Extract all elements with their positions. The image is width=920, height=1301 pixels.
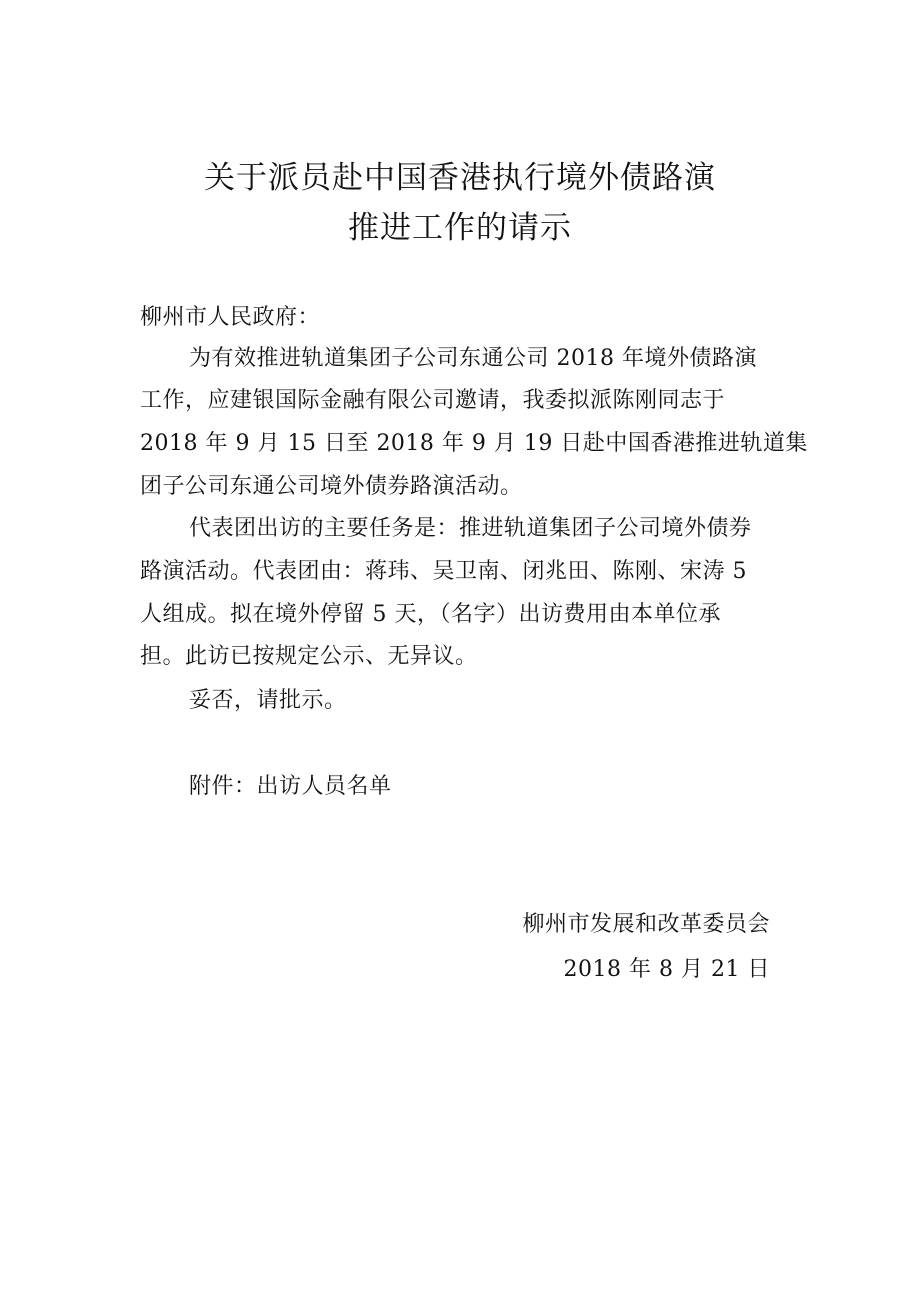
- body-line-6: 路演活动。代表团由：蒋玮、吴卫南、闭兆田、陈刚、宋涛 5: [140, 559, 747, 584]
- document-title-line-2: 推进工作的请示: [348, 210, 572, 246]
- body-line-3: 2018 年 9 月 15 日至 2018 年 9 月 19 日赴中国香港推进轨道集: [140, 431, 808, 456]
- body-line-7: 人组成。拟在境外停留 5 天，（名字）出访费用由本单位承: [140, 602, 721, 627]
- body-line-8: 担。此访已按规定公示、无异议。: [140, 644, 478, 669]
- salutation: 柳州市人民政府：: [140, 305, 321, 330]
- body-line-9: 妥否，请批示。: [189, 688, 347, 713]
- body-line-1: 为有效推进轨道集团子公司东通公司 2018 年境外债路演: [189, 346, 757, 371]
- attachment-note: 附件：出访人员名单: [189, 774, 392, 799]
- signature-organization: 柳州市发展和改革委员会: [522, 912, 770, 937]
- body-line-5: 代表团出访的主要任务是：推进轨道集团子公司境外债券: [189, 516, 752, 541]
- body-line-4: 团子公司东通公司境外债券路演活动。: [140, 474, 523, 499]
- document-title-line-1: 关于派员赴中国香港执行境外债路演: [204, 160, 716, 196]
- signature-date: 2018 年 8 月 21 日: [563, 957, 770, 982]
- body-line-2: 工作，应建银国际金融有限公司邀请，我委拟派陈刚同志于: [140, 388, 726, 413]
